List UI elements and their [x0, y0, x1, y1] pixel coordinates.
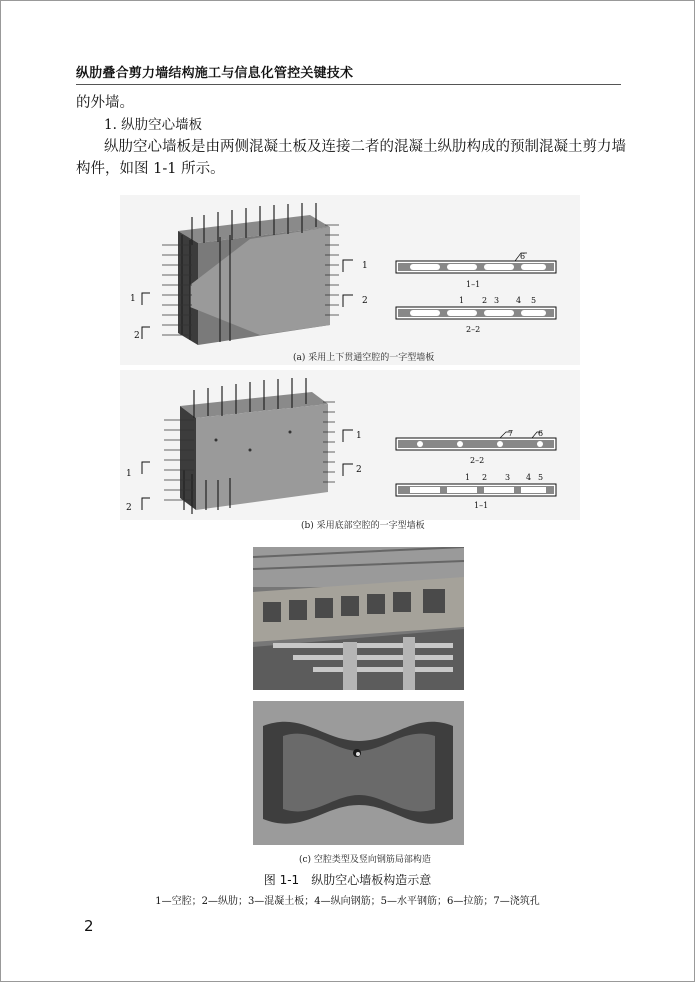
cavity-photo	[253, 701, 464, 845]
section-callout: 3	[505, 473, 511, 482]
section-1-1-b	[396, 484, 556, 496]
cut-mark-label: 2	[126, 503, 132, 513]
section-callout: 6	[538, 429, 544, 438]
panel-a-caption: (a) 采用上下贯通空腔的一字型墙板	[293, 353, 435, 363]
panel-c-caption: (c) 空腔类型及竖向钢筋局部构造	[299, 855, 431, 865]
running-header: 纵肋叠合剪力墙结构施工与信息化管控关键技术	[76, 66, 354, 81]
factory-photo	[253, 547, 464, 690]
cut-mark-label: 2	[134, 331, 140, 341]
figure-title: 图 1-1 纵肋空心墙板构造示意	[263, 873, 432, 887]
section-label: 1–1	[466, 280, 481, 289]
paragraph-line: 纵肋空心墙板是由两侧混凝土板及连接二者的混凝土纵肋构成的预制混凝土剪力墙	[104, 139, 626, 155]
section-callout: 5	[531, 296, 537, 305]
section-callout: 4	[516, 296, 522, 305]
section-callout: 1	[459, 296, 465, 305]
header-rule	[76, 84, 621, 85]
cut-mark-label: 1	[126, 469, 132, 479]
text-line: 的外墙。	[76, 95, 134, 111]
section-callout: 2	[482, 473, 488, 482]
section-callout: 1	[465, 473, 471, 482]
figure-panel-b	[120, 370, 580, 520]
section-callout: 5	[538, 473, 544, 482]
section-label: 2–2	[470, 456, 485, 465]
section-2-2	[396, 307, 556, 319]
section-label: 2–2	[466, 325, 481, 334]
section-heading: 1. 纵肋空心墙板	[104, 117, 203, 133]
cut-mark-label: 1	[362, 261, 368, 271]
figure-legend: 1—空腔；2—纵肋；3—混凝土板；4—纵向钢筋；5—水平钢筋；6—拉筋；7—浇筑孔	[155, 896, 540, 907]
section-callout: 7	[508, 429, 514, 438]
section-callout: 2	[482, 296, 488, 305]
figure-panel-a	[120, 195, 580, 365]
cut-mark-label: 2	[362, 296, 368, 306]
section-callout: 3	[494, 296, 500, 305]
section-callout: 6	[520, 252, 526, 261]
page-number: 2	[84, 917, 94, 935]
cut-mark-label: 1	[356, 431, 362, 441]
paragraph-line: 构件，如图 1-1 所示。	[76, 161, 225, 177]
section-callout: 4	[526, 473, 532, 482]
cut-mark-label: 1	[130, 294, 136, 304]
panel-b-caption: (b) 采用底部空腔的一字型墙板	[301, 521, 425, 531]
cut-mark-label: 2	[356, 465, 362, 475]
section-label: 1–1	[474, 501, 489, 510]
